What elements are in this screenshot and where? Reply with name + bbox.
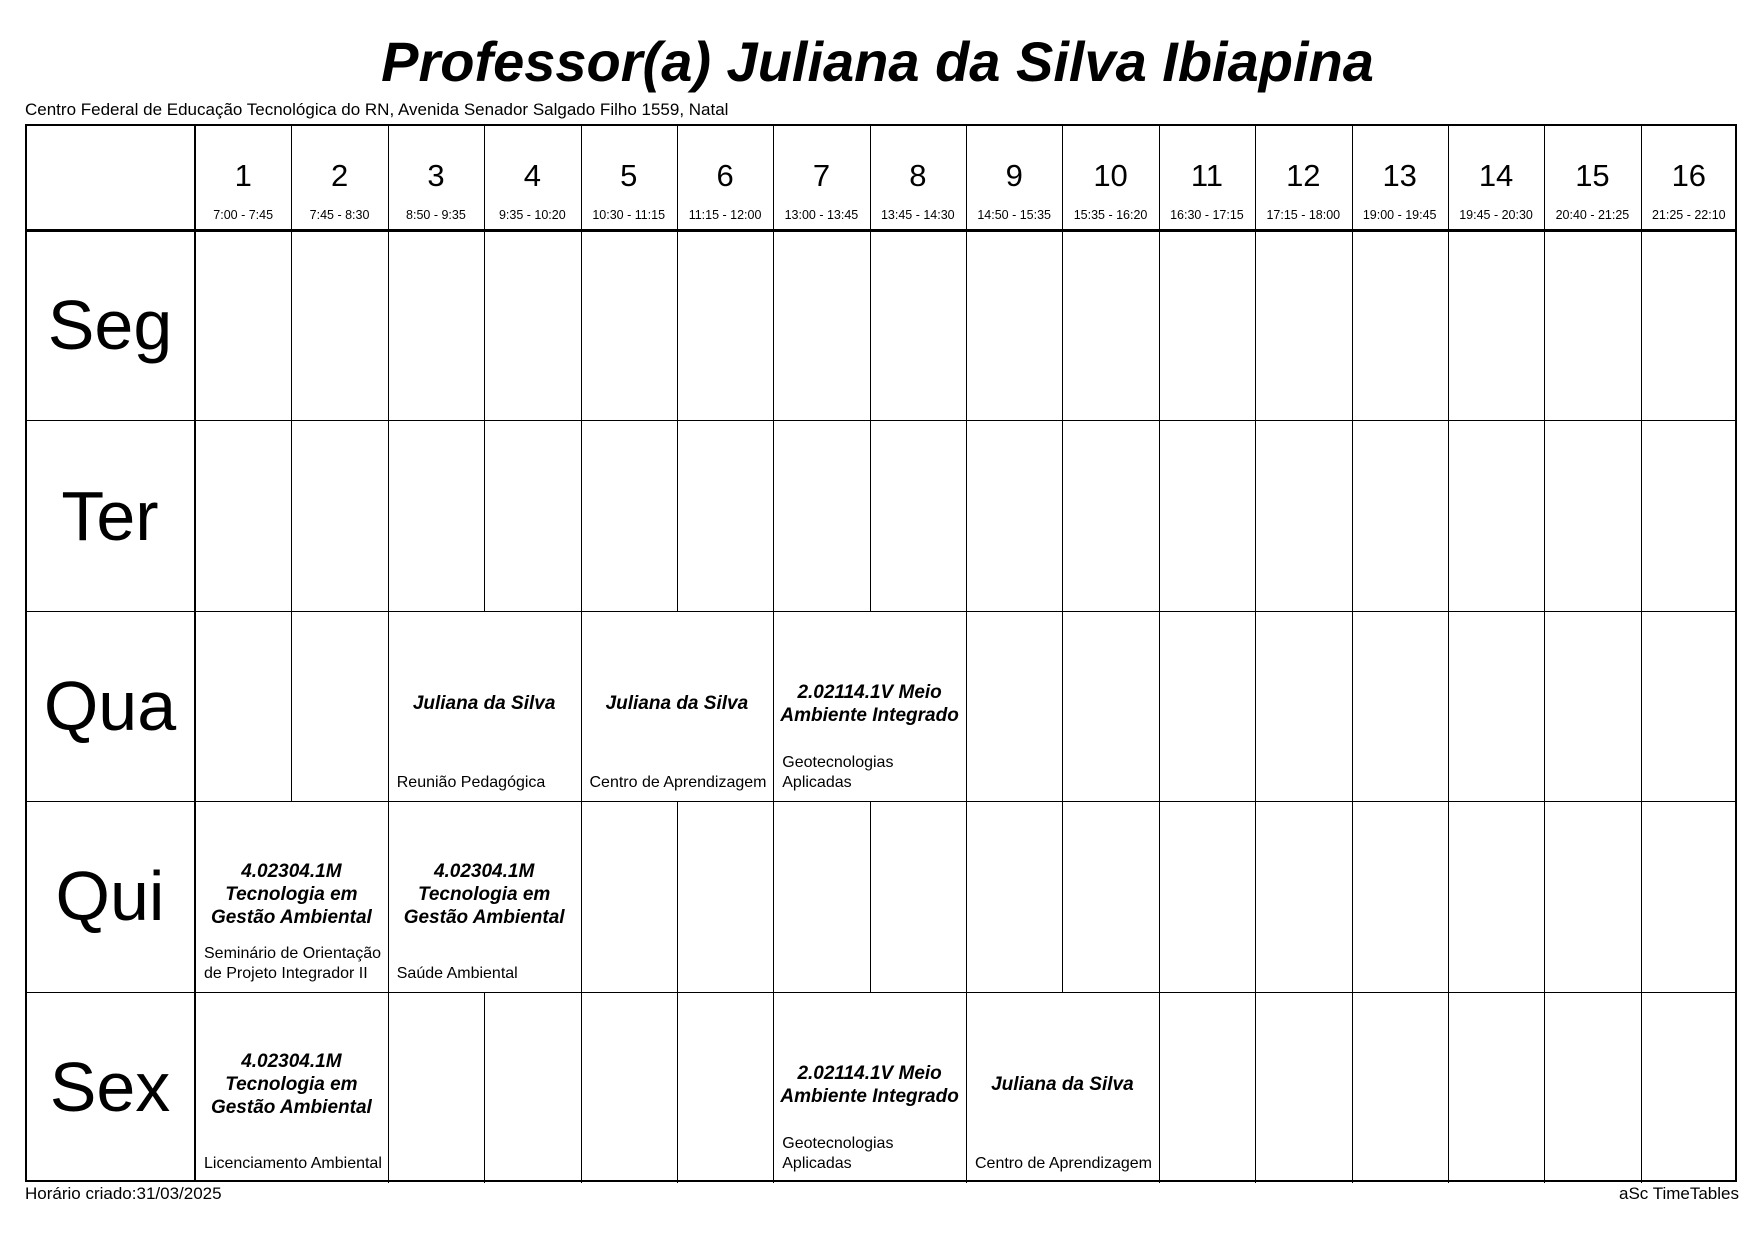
col-divider (291, 230, 292, 421)
period-time: 19:00 - 19:45 (1362, 208, 1437, 222)
col-divider (677, 230, 678, 421)
col-divider (1641, 992, 1642, 1183)
period-header (966, 124, 1062, 230)
col-divider (1062, 420, 1063, 611)
school-info: Centro Federal de Educação Tecnológica do RN, Avenida Senador Salgado Filho 1559, Natal (25, 100, 729, 119)
lesson-name: 4.02304.1M Tecnologia em Gestão Ambiental (403, 860, 565, 928)
period-time: 17:15 - 18:00 (1266, 208, 1341, 222)
period-number: 15 (1575, 158, 1610, 193)
col-divider (581, 801, 582, 992)
col-divider (1448, 801, 1449, 992)
col-divider (677, 801, 678, 992)
col-divider (1641, 801, 1642, 992)
col-divider (966, 230, 967, 421)
period-header (1544, 124, 1640, 230)
period-number: 14 (1478, 158, 1514, 193)
page-title: Professor(a) Juliana da Silva Ibiapina (381, 30, 1374, 93)
period-number: 11 (1190, 158, 1224, 193)
col-divider (1352, 611, 1353, 802)
period-time: 9:35 - 10:20 (498, 208, 566, 222)
lesson-name: Juliana da Silva (991, 1074, 1134, 1096)
timetable-grid (25, 124, 1737, 1182)
col-divider (484, 420, 485, 611)
col-divider (1159, 801, 1160, 992)
col-divider (1159, 230, 1160, 421)
period-time: 21:25 - 22:10 (1651, 208, 1726, 222)
col-divider (966, 801, 967, 992)
period-header (581, 124, 677, 230)
period-time: 10:30 - 11:15 (592, 208, 666, 222)
period-time: 8:50 - 9:35 (406, 208, 466, 222)
period-header (1448, 124, 1544, 230)
col-divider (581, 420, 582, 611)
col-divider (484, 992, 485, 1183)
lesson-name: 2.02114.1V Meio Ambiente Integrado (780, 681, 959, 726)
created-date: Horário criado:31/03/2025 (25, 1184, 222, 1203)
lesson-subject: Geotecnologias Aplicadas (782, 754, 894, 792)
col-divider (388, 420, 389, 611)
lesson-cell (195, 992, 388, 1182)
col-divider (1159, 420, 1160, 611)
period-number: 10 (1093, 158, 1128, 193)
col-divider (1062, 611, 1063, 802)
col-divider (1159, 992, 1160, 1183)
lesson-cell (773, 611, 966, 801)
col-divider (1448, 992, 1449, 1183)
lesson-cell (581, 611, 774, 801)
col-divider (966, 611, 967, 802)
col-divider (1448, 420, 1449, 611)
day-label: Seg (47, 286, 173, 365)
period-number: 1 (234, 158, 252, 193)
period-number: 16 (1671, 158, 1707, 193)
period-header (1641, 124, 1737, 230)
period-header (870, 124, 966, 230)
col-divider (1448, 230, 1449, 421)
col-divider (1352, 230, 1353, 421)
lesson-subject: Licenciamento Ambiental (204, 1154, 382, 1172)
period-time: 7:45 - 8:30 (309, 208, 370, 222)
lesson-cell (773, 992, 966, 1182)
col-divider (484, 230, 485, 421)
period-number: 7 (812, 158, 831, 193)
col-divider (388, 230, 389, 421)
lesson-name: Juliana da Silva (605, 693, 749, 715)
software-credit: aSc TimeTables (1619, 1184, 1739, 1203)
period-time: 15:35 - 16:20 (1073, 208, 1148, 222)
period-time: 11:15 - 12:00 (688, 208, 762, 222)
row-divider (25, 420, 1737, 421)
lesson-subject: Saúde Ambiental (396, 964, 518, 982)
period-number: 4 (523, 158, 541, 193)
period-time: 13:45 - 14:30 (880, 208, 955, 222)
col-divider (1062, 230, 1063, 421)
period-header (1062, 124, 1158, 230)
lesson-name: 4.02304.1M Tecnologia em Gestão Ambiental (210, 860, 372, 928)
col-divider (1352, 420, 1353, 611)
col-divider (1255, 611, 1256, 802)
lesson-subject: Reunião Pedagógica (396, 774, 546, 792)
col-divider (1448, 611, 1449, 802)
col-divider (1352, 992, 1353, 1183)
period-header (484, 124, 580, 230)
col-divider (291, 420, 292, 611)
col-divider (773, 230, 774, 421)
col-divider (966, 420, 967, 611)
col-divider (870, 420, 871, 611)
col-divider (388, 992, 389, 1183)
period-header (1255, 124, 1351, 230)
period-number: 6 (716, 158, 734, 193)
period-number: 2 (330, 158, 349, 193)
col-divider (1352, 801, 1353, 992)
lesson-cell (966, 992, 1159, 1182)
period-header (291, 124, 387, 230)
period-header (388, 124, 484, 230)
col-divider (1641, 230, 1642, 421)
period-number: 3 (427, 158, 445, 193)
lesson-name: 2.02114.1V Meio Ambiente Integrado (780, 1062, 959, 1107)
period-time: 16:30 - 17:15 (1170, 208, 1244, 222)
col-divider (1159, 611, 1160, 802)
col-divider (1255, 230, 1256, 421)
col-divider (1641, 420, 1642, 611)
col-divider (1544, 801, 1545, 992)
day-label: Qui (55, 857, 165, 936)
col-divider (1641, 611, 1642, 802)
col-divider (1544, 992, 1545, 1183)
col-divider (1255, 801, 1256, 992)
col-divider (1544, 230, 1545, 421)
day-label: Ter (61, 476, 159, 555)
grid-border-left (25, 124, 27, 1182)
day-label: Qua (43, 667, 177, 745)
period-number: 13 (1382, 158, 1417, 193)
col-divider (581, 230, 582, 421)
col-divider (1544, 611, 1545, 802)
col-divider (773, 420, 774, 611)
col-divider (870, 801, 871, 992)
period-time: 19:45 - 20:30 (1459, 208, 1533, 222)
period-number: 8 (909, 158, 927, 193)
period-header (195, 124, 291, 230)
day-label: Sex (49, 1047, 171, 1126)
lesson-cell (388, 611, 581, 801)
period-time: 14:50 - 15:35 (977, 208, 1052, 222)
period-header (1159, 124, 1255, 230)
period-number: 9 (1005, 158, 1023, 193)
col-divider (581, 992, 582, 1183)
col-divider (677, 420, 678, 611)
col-divider (1255, 992, 1256, 1183)
period-number: 12 (1286, 158, 1321, 193)
lesson-cell (195, 801, 388, 991)
lesson-subject: Centro de Aprendizagem (589, 774, 767, 792)
grid-border-right (1735, 124, 1737, 1182)
period-time: 7:00 - 7:45 (213, 208, 274, 222)
col-divider (1062, 801, 1063, 992)
period-number: 5 (620, 158, 638, 193)
period-time: 13:00 - 13:45 (784, 208, 859, 222)
lesson-subject: Geotecnologias Aplicadas (782, 1134, 894, 1172)
lesson-subject: Seminário de Orientação de Projeto Integrador II (204, 944, 381, 982)
lesson-name: 4.02304.1M Tecnologia em Gestão Ambiental (210, 1051, 372, 1119)
col-divider (870, 230, 871, 421)
lesson-cell (388, 801, 581, 991)
col-divider (1544, 420, 1545, 611)
period-header (773, 124, 869, 230)
col-divider (1255, 420, 1256, 611)
col-divider (773, 801, 774, 992)
period-header (677, 124, 773, 230)
lesson-subject: Centro de Aprendizagem (975, 1154, 1152, 1172)
period-header (1352, 124, 1448, 230)
period-time: 20:40 - 21:25 (1555, 208, 1630, 222)
col-divider (291, 611, 292, 802)
lesson-name: Juliana da Silva (412, 693, 556, 715)
col-divider (677, 992, 678, 1183)
